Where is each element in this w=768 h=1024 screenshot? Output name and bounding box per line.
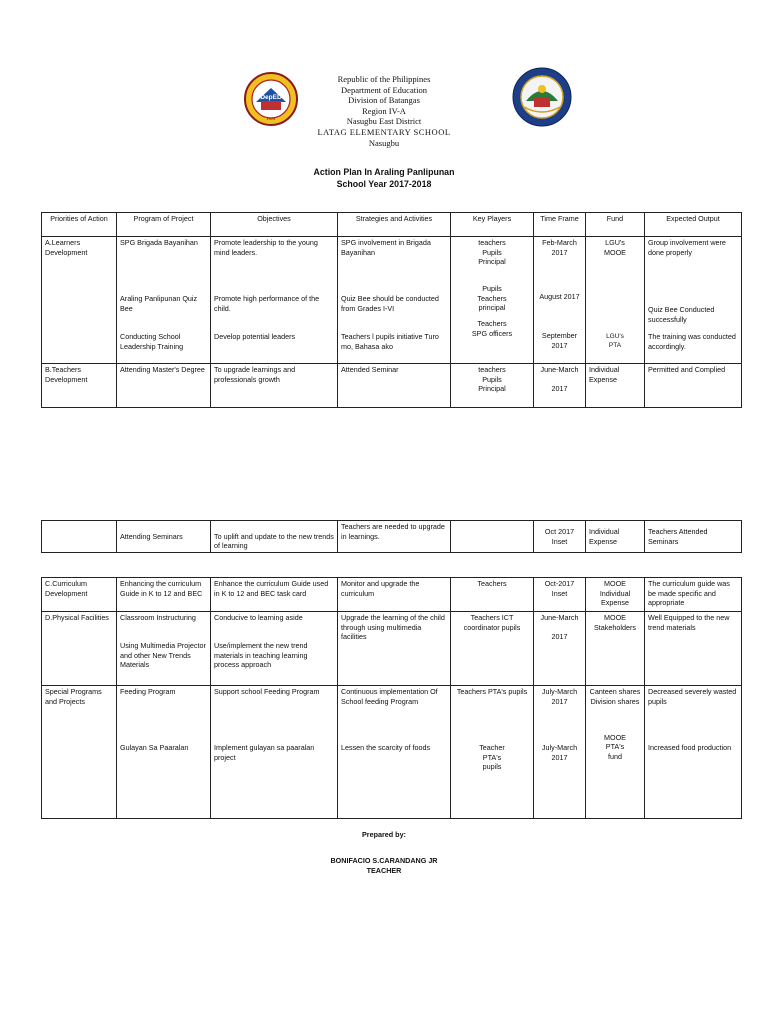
key-player: Teachers PTA's pupils (456, 687, 528, 696)
column-header: Program of Project (117, 213, 211, 237)
expected-output: Decreased severely wasted pupils (648, 687, 737, 706)
key-player: Pupils (482, 374, 502, 384)
program-text: Gulayan Sa Paaralan (120, 743, 189, 752)
key-player: Teacher (479, 743, 505, 752)
fund-text: MOOE (604, 732, 626, 742)
strategy-text: Monitor and upgrade the curriculum (338, 578, 451, 612)
table-row (42, 237, 742, 364)
objective-text: Use/implement the new trend materials in teaching learning process approach (214, 641, 308, 670)
letterhead (250, 74, 518, 148)
table-row (42, 521, 742, 553)
fund-text: MOOE Stakeholders (586, 612, 645, 686)
expected-output: Quiz Bee Conducted successfully (648, 305, 715, 324)
key-player: Teachers (477, 319, 507, 329)
strategy-text: Teachers l pupils initiative Turo mo, Bahasa ako (341, 332, 439, 351)
table-cell (117, 237, 211, 364)
key-player: Principal (478, 257, 506, 267)
preparer-position: TEACHER (366, 866, 402, 875)
time-frame: June-March (540, 365, 579, 374)
priority-label: B.Teachers Development (42, 364, 117, 408)
svg-text:DepED: DepED (260, 94, 282, 101)
table-row (42, 612, 742, 686)
key-player: Teachers (451, 578, 534, 612)
strategy-text: SPG involvement in Brigada Bayanihan (341, 238, 431, 257)
table-cell (338, 686, 451, 819)
table-cell (42, 237, 117, 364)
table-cell (645, 237, 742, 364)
key-player: Principal (478, 384, 506, 394)
table-cell (451, 364, 534, 408)
school-seal-logo (512, 67, 572, 127)
table-cell (451, 686, 534, 819)
time-frame: Oct-2017 Inset (534, 578, 586, 612)
column-header: Fund (586, 213, 645, 237)
table-cell (586, 237, 645, 364)
action-plan-table-2 (41, 520, 742, 553)
fund-text: Canteen shares (589, 687, 641, 696)
strategy-text: Attended Seminar (338, 364, 451, 408)
fund-text: LGU's (606, 332, 624, 340)
program-text: Using Multimedia Projector and other New Trends Materials (120, 641, 206, 670)
table-cell (42, 521, 117, 553)
table-cell (451, 237, 534, 364)
title-line: Action Plan In Araling Panlipunan (313, 167, 455, 177)
column-header: Key Players (451, 213, 534, 237)
letterhead-line: Division of Batangas (348, 95, 420, 106)
key-player: Pupils (482, 247, 502, 257)
priority-label: Special Programs and Projects (42, 686, 117, 819)
priority-label: D.Physical Facilities (42, 612, 117, 686)
fund-text: fund (608, 751, 622, 761)
letterhead-line: Region IV-A (362, 105, 406, 116)
strategy-text: Continuous implementation Of School feeding Program (341, 687, 438, 706)
table-cell (211, 612, 338, 686)
table-cell (117, 612, 211, 686)
priority-label: C.Curriculum Development (42, 578, 117, 612)
key-player: PTA's (482, 752, 502, 762)
letterhead-line: Nasugbu (368, 137, 400, 148)
time-frame: July-March 2017 (541, 743, 578, 762)
letterhead-line: Department of Education (341, 84, 427, 95)
time-frame: Oct 2017 Inset (534, 521, 586, 553)
table-cell (534, 686, 586, 819)
fund-text: MOOE (604, 247, 626, 257)
objective-text: To upgrade learnings and professionals growth (211, 364, 338, 408)
document-title (230, 166, 538, 190)
table-cell (534, 364, 586, 408)
key-player: teachers (478, 238, 506, 247)
objective-text: Develop potential leaders (214, 332, 296, 341)
objective-text: Implement gulayan sa paaralan project (214, 743, 315, 762)
table-row (42, 364, 742, 408)
fund-text: Division shares (590, 696, 640, 706)
fund-text: Individual Expense (586, 521, 645, 553)
expected-output: Permitted and Complied (645, 364, 742, 408)
program-text: Conducting School Leadership Training (120, 332, 184, 351)
table-row (42, 686, 742, 819)
objective-text: Promote leadership to the young mind leaders. (214, 238, 318, 257)
column-header: Time Frame (534, 213, 586, 237)
table-cell (534, 237, 586, 364)
table-cell (451, 521, 534, 553)
time-frame: July-March 2017 (541, 687, 578, 706)
table-cell (534, 612, 586, 686)
letterhead-line: Nasugbu East District (346, 116, 422, 127)
column-header: Expected Output (645, 213, 742, 237)
program-text: Enhancing the curriculum Guide in K to 12 and BEC (117, 578, 211, 612)
program-text: Attending Seminars (117, 521, 211, 553)
table-header-row (42, 213, 742, 237)
priority-label: A.Learners Development (45, 238, 88, 257)
program-text: Araling Panlipunan Quiz Bee (120, 294, 198, 313)
program-text: SPG Brigada Bayanihan (120, 238, 198, 247)
key-player: teachers (478, 365, 506, 374)
objective-text: Enhance the curriculum Guide used in K to 12 and BEC task card (211, 578, 338, 612)
school-name: LATAG ELEMENTARY SCHOOL (317, 126, 451, 137)
prepared-by-label: Prepared by: (362, 830, 406, 839)
fund-text: LGU's (605, 238, 625, 247)
time-frame: June-March (540, 613, 579, 622)
objective-text: Support school Feeding Program (214, 687, 320, 696)
strategy-text: Upgrade the learning of the child through using multimedia facilities (338, 612, 451, 686)
time-frame: August 2017 (539, 292, 580, 301)
column-header: Strategies and Activities (338, 213, 451, 237)
expected-output: The curriculum guide was be made specific and appropriate (645, 578, 742, 612)
preparer-name: BONIFACIO S.CARANDANG JR (330, 856, 438, 865)
objective-text: Conducive to learning aside (214, 613, 303, 622)
strategy-text: Lessen the scarcity of foods (341, 743, 431, 752)
table-cell (645, 686, 742, 819)
fund-text: Individual Expense (586, 364, 645, 408)
program-text: Feeding Program (120, 687, 176, 696)
table-cell (211, 237, 338, 364)
strategy-text: Teachers are needed to upgrade in learnings. (338, 521, 451, 553)
column-header: Objectives (211, 213, 338, 237)
expected-output: Well Equipped to the new trend materials (645, 612, 742, 686)
expected-output: Increased food production (648, 743, 732, 752)
objective-text: To uplift and update to the new trends of learning (211, 521, 338, 553)
program-text: Attending Master's Degree (117, 364, 211, 408)
action-plan-table-3 (41, 577, 742, 819)
program-text: Classroom Instructuring (120, 613, 196, 622)
key-player: principal (478, 303, 506, 313)
strategy-text: Quiz Bee should be conducted from Grades I-VI (341, 294, 439, 313)
table-cell (586, 686, 645, 819)
key-player: Teachers ICT coordinator pupils (451, 612, 534, 686)
table-cell (211, 686, 338, 819)
key-player: Pupils (482, 284, 502, 294)
fund-text: PTA (608, 342, 622, 350)
time-frame: 2017 (551, 384, 568, 393)
key-player: pupils (482, 762, 502, 772)
letterhead-line: Republic of the Philippines (337, 74, 431, 84)
column-header: Priorities of Action (42, 213, 117, 237)
objective-text: Promote high performance of the child. (214, 294, 320, 313)
table-cell (117, 686, 211, 819)
key-player: Teachers (477, 293, 507, 303)
expected-output: The training was conducted accordingly. (648, 332, 736, 351)
action-plan-table-1 (41, 212, 742, 408)
expected-output: Teachers Attended Seminars (645, 521, 742, 553)
table-row (42, 578, 742, 612)
key-player: SPG officers (471, 328, 513, 338)
title-line: School Year 2017-2018 (336, 179, 432, 189)
time-frame: 2017 (551, 632, 568, 641)
time-frame: September 2017 (541, 331, 578, 350)
svg-text:1924: 1924 (266, 116, 276, 121)
time-frame: Feb-March 2017 (542, 238, 577, 257)
fund-text: PTA's (605, 742, 625, 752)
fund-text: MOOE Individual Expense (586, 578, 645, 612)
table-cell (338, 237, 451, 364)
expected-output: Group involvement were done properly (648, 238, 726, 257)
